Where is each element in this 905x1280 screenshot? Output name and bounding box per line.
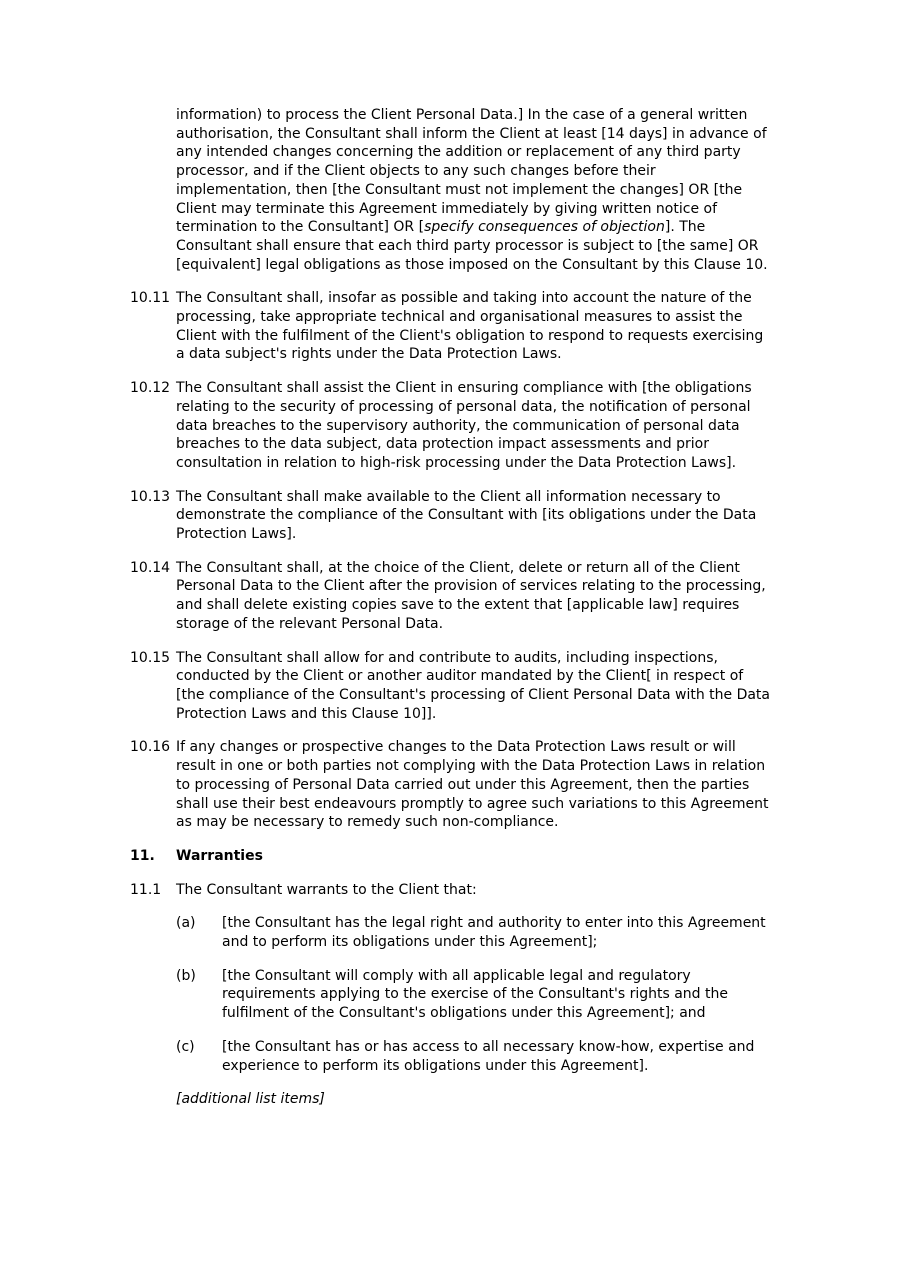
list-item-marker: (b): [176, 967, 196, 984]
list-item-marker: (c): [176, 1038, 195, 1055]
clause-number: 10.13: [130, 488, 171, 505]
section-number: 11.: [130, 847, 155, 864]
section-heading-warranties: [130, 847, 775, 866]
list-item-c: [176, 1038, 775, 1075]
clause-10-12: [130, 379, 775, 473]
clause-number: 10.12: [130, 380, 171, 397]
paragraph-italic-text: specify consequences of objection: [424, 219, 665, 236]
clause-11-1: [130, 881, 775, 900]
paragraph-text: information) to process the Client Personal Data.] In the case of a general written authorisation, the Consultant shall inform the Client at least [14 days] in advance of any intended changes concerning the addition or replacement of any third party processor, and if the Client objects to any such changes before their implementation, then [the Consultant must not implement the changes] OR [the Client may terminate this Agreement immediately by giving written notice of termination to the Consultant] OR [: [176, 107, 767, 236]
clause-10-13: [130, 488, 775, 544]
clause-text: The Consultant shall make available to the Client all information necessary to demonstrate the compliance of the Consultant with [its obligations under the Data Protection Laws].: [176, 488, 757, 543]
paragraph-continuation: [130, 106, 775, 274]
list-item-a: [176, 914, 775, 951]
additional-list-items-note: [additional list items]: [176, 1091, 325, 1108]
list-item-marker: (a): [176, 915, 196, 932]
list-item-b: [176, 967, 775, 1023]
clause-number: 10.14: [130, 559, 171, 576]
clause-text: If any changes or prospective changes to the Data Protection Laws result or will result in one or both parties not complying with the Data Protection Laws in relation to processing of Personal Data carried out under this Agreement, then the parties shall use their best endeavours promptly to agree such variations to this Agreement as may be necessary to remedy such non-compliance.: [176, 739, 769, 831]
clause-number: 10.16: [130, 739, 171, 756]
section-title: Warranties: [176, 847, 263, 864]
clause-number: 10.11: [130, 290, 171, 307]
paragraph-text: ]. The Consultant shall ensure that each third party processor is subject to [the same] OR [equivalent] legal obligations as those imposed on the Consultant by this Clause 10.: [176, 219, 768, 273]
clause-number: 10.15: [130, 649, 171, 666]
clause-number: 11.1: [130, 881, 162, 898]
list-item-text: [the Consultant has the legal right and authority to enter into this Agreement and to perform its obligations under this Agreement];: [222, 915, 766, 951]
clause-text: The Consultant shall allow for and contribute to audits, including inspections, conducted by the Client or another auditor mandated by the Client[ in respect of [the compliance of the Consultant's processing of Client Personal Data with the Data Protection Laws and this Clause 10]].: [176, 649, 771, 722]
clause-10-11: [130, 289, 775, 364]
clause-text: The Consultant shall assist the Client in ensuring compliance with [the obligations relating to the security of processing of personal data, the notification of personal data breaches to the supervisory authority, the communication of personal data breaches to the data subject, data protection impact assessments and prior consultation in relation to high-risk processing under the Data Protection Laws].: [176, 380, 752, 471]
clause-10-16: [130, 738, 775, 832]
list-item-text: [the Consultant will comply with all applicable legal and regulatory requirements applying to the exercise of the Consultant's rights and the fulfilment of the Consultant's obligations under this Agreement]; and: [222, 967, 728, 1022]
clause-10-15: [130, 649, 775, 724]
clause-text: The Consultant shall, at the choice of the Client, delete or return all of the Client Personal Data to the Client after the provision of services relating to the processing, and shall delete existing copies save to the extent that [applicable law] requires storage of the relevant Personal Data.: [176, 559, 766, 632]
clause-10-14: [130, 559, 775, 634]
clause-text: The Consultant shall, insofar as possible and taking into account the nature of the processing, take appropriate technical and organisational measures to assist the Client with the fulfilment of the Client's obligation to respond to requests exercising a data subject's rights under the Data Protection Laws.: [176, 290, 764, 363]
list-item-text: [the Consultant has or has access to all necessary know-how, expertise and experience to perform its obligations under this Agreement].: [222, 1038, 755, 1074]
clause-text: The Consultant warrants to the Client that:: [176, 881, 477, 898]
